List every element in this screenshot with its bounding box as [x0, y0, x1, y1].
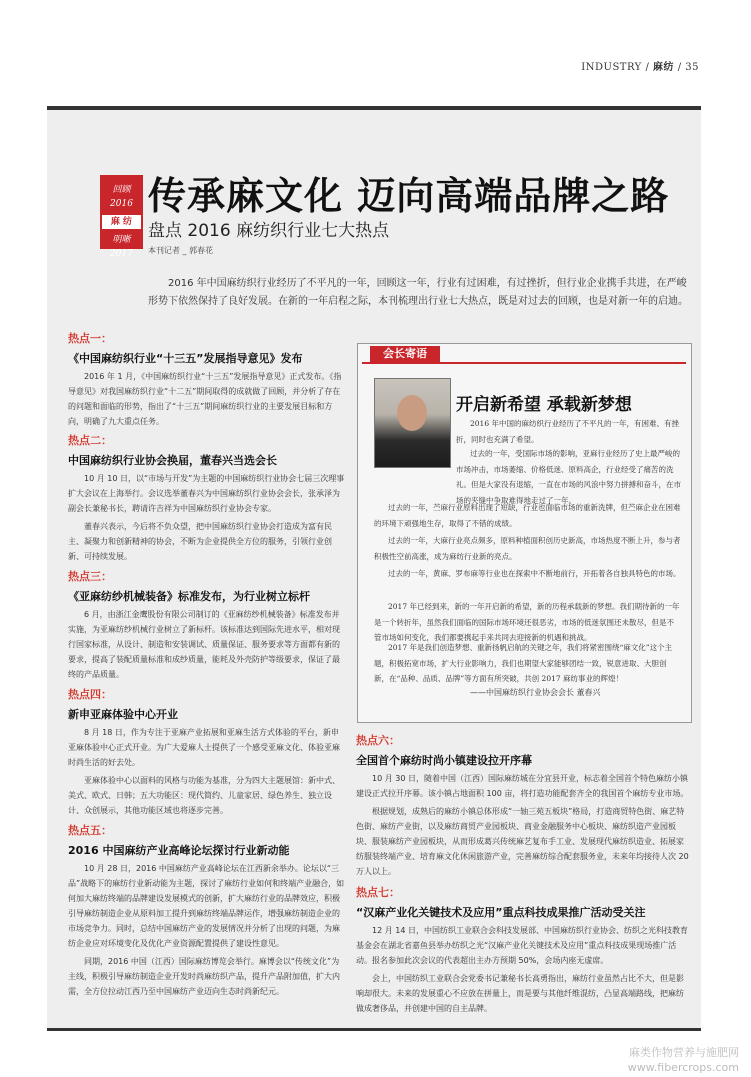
running-header: INDUSTRY / 麻纺 / 35 [581, 62, 699, 73]
hotspot-paragraph: 2016 年 1 月，《中国麻纺织行业“十三五”发展指导意见》正式发布。《指导意见》对我国麻纺织行业“十二五”期间取得的成就做了回顾，并分析了存在的问题和面临的形势，指出了“十三五”期间麻纺织行业的主要发展目标和方向，明确了九大重点任务。 [68, 372, 342, 426]
president-photo [374, 378, 451, 468]
hotspot-title: 新申亚麻体验中心开业 [68, 708, 178, 721]
hotspot-title: 《亚麻纺纱机械装备》标准发布，为行业树立标杆 [68, 590, 310, 603]
president-signature: ——中国麻纺织行业协会会长 董春兴 [470, 688, 601, 697]
hotspot-paragraph: 亚麻体验中心以面料的风格与功能为基准，分为四大主题展馆：新中式、美式、欧式、日韩；五大功能区：现代简约、儿童家居、绿色养生、独立设计、众创展示，其他功能区域也将逐步完善。 [68, 776, 340, 815]
watermark-url: www.fibercrops.com [627, 1061, 739, 1074]
hotspot-label: 热点六： [356, 734, 400, 747]
header-section: INDUSTRY [581, 62, 642, 73]
president-label: 会长寄语 [370, 346, 440, 362]
badge-bottom: 明晰2017 [110, 235, 133, 259]
hotspot-label: 热点一： [68, 332, 112, 345]
hotspot-title: “汉麻产业化关键技术及应用”重点科技成果推广活动受关注 [356, 906, 646, 919]
hotspot-paragraph: 董春兴表示，今后将不负众望，把中国麻纺织行业协会打造成为富有民主、凝聚力和创新精神的协会，不断为企业提供全方位的服务，引领行业创新、可持续发展。 [68, 522, 332, 561]
hotspot-label: 热点四： [68, 688, 112, 701]
hotspot-label: 热点七： [356, 886, 400, 899]
site-watermark [628, 1045, 739, 1075]
hotspot-1 [68, 330, 346, 429]
article-subtitle: 盘点 2016 麻纺织行业七大热点 [148, 221, 390, 241]
hotspot-paragraph: 12 月 14 日，中国纺织工业联合会科技发展部、中国麻纺织行业协会、纺织之光科技教育基金会在湖北省嘉鱼县举办纺织之光“汉麻产业化关键技术及应用”重点科技成果现场推广活动。报名参加此次会议的代表超出主办方预期 50%，会场内座无虚席。 [356, 926, 688, 965]
box-rule [362, 362, 686, 364]
page-number: 35 [685, 62, 699, 73]
hotspot-3 [68, 568, 346, 682]
hotspot-paragraph: 8 月 18 日，作为专注于亚麻产业拓展和亚麻生活方式体验的平台，新申亚麻体验中心正式开业。为广大爱麻人士提供了一个感受亚麻文化、体验亚麻时尚生活的好去处。 [68, 728, 340, 767]
hotspot-title: 中国麻纺织行业协会换届，董春兴当选会长 [68, 454, 277, 467]
hotspot-5 [68, 822, 346, 999]
hotspot-label: 热点二： [68, 434, 112, 447]
hotspot-4 [68, 686, 346, 818]
hotspot-title: 全国首个麻纺时尚小镇建设拉开序幕 [356, 754, 532, 767]
hotspot-paragraph: 6 月，由浙江金鹰股份有限公司制订的《亚麻纺纱机械装备》标准发布并实施，为亚麻纺纱机械行业树立了新标杆。该标准达到国际先进水平，相对现行国家标准，从设计、制造和安装调试、质量保证、服务要求等方面都有新的要求，提高了装配质量标准和成纱质量，能耗及外壳防护等级要求，保证了最终的产品质量。 [68, 610, 340, 679]
watermark-line: 麻类作物营养与施肥网 [629, 1046, 739, 1059]
intro-paragraph: 2016 年中国麻纺织行业经历了不平凡的一年，回顾这一年，行业有过困难，有过挫折，但行业企业携手共进，在严峻形势下依然保持了良好发展。在新的一年启程之际，本刊梳理出行业七大热点，既是对过去的回顾，也是对新一年的启迪。 [148, 278, 688, 307]
hotspot-paragraph: 会上，中国纺织工业联合会党委书记兼秘书长高勇指出，麻纺行业虽然占比不大，但是影响却很大。未来的发展重心不应放在拼量上，而是要与其他纤维混纺，凸显高端路线，把麻纺做成奢侈品，并创建中国的自主品牌。 [356, 974, 684, 1013]
byline: 本刊记者 _ 郭春花 [148, 246, 214, 255]
bottom-rule [47, 1028, 701, 1031]
year-badge [100, 175, 143, 259]
president-paragraph: 2017 年已经到来，新的一年开启新的希望，新的历程承载新的梦想。我们期待新的一年是一个转折年，虽然我们面临的国际市场环境还很恶劣，市场的低迷氛围还未散尽，但是不管市场如何变化，我们都要携起手来共同去迎接新的机遇和挑战。 [374, 602, 680, 642]
badge-top: 回顾2016 [110, 185, 133, 209]
hotspot-title: 2016 中国麻纺产业高峰论坛探讨行业新动能 [68, 844, 290, 857]
hotspot-paragraph: 根据规划，成熟后的麻纺小镇总体形成“一轴三苑五板块”格局，打造商贸特色街、麻艺特色街、麻纺产业街，以及麻纺商贸产业园板块、商业金融服务中心板块、麻纺织造产业园板块、服装麻纺产业园板块，从而形成葛兴传统麻艺复布手工业、发展现代麻纺织造业、拓展家纺服装终端产业、培育麻文化休闲旅游产业，完善麻纺综合配套服务业，未来年均接待人次 20 万人以上。 [356, 807, 689, 876]
hotspot-paragraph: 10 月 30 日，随着中国（江西）国际麻纺城在分宜县开业，标志着全国首个特色麻纺小镇建设正式拉开序幕。该小镇占地面积 100 亩，将打造功能配套齐全的我国首个麻纺专业市场。 [356, 774, 689, 798]
badge-middle: 麻 纺 [102, 215, 141, 229]
hotspot-2 [68, 432, 346, 564]
hotspot-label: 热点五： [68, 824, 112, 837]
president-paragraph: 过去的一年，受国际市场的影响，亚麻行业经历了史上最严峻的市场冲击，市场萎缩、价格低迷、原料高企，行业经受了痛苦的洗礼。但是大家没有退缩，一直在市场的风浪中努力拼搏和奋斗，在市场的夹缝中争取难得地走过了一年。 [456, 449, 681, 505]
header-category: 麻纺 [653, 62, 675, 73]
president-paragraph: 2017 年是我们创造梦想、重新扬帆启航的关键之年，我们将紧密围绕“麻文化”这个主题，积极拓宽市场，扩大行业影响力，我们也期望大家能够团结一致，锐意进取、大胆创新，在“品种、品质、品牌”等方面有所突破，共创 2017 麻纺事业的辉煌！ [374, 643, 673, 683]
hotspot-7 [356, 884, 690, 1016]
article-title: 传承麻文化 迈向高端品牌之路 [148, 173, 670, 218]
hotspot-paragraph: 10 月 10 日，以“市场与开发”为主题的中国麻纺织行业协会七届三次理事扩大会议在上海举行。会议选举董春兴为中国麻纺织行业协会会长，张承泽为副会长兼秘书长，聘请许吉祥为中国麻纺织行业协会专家。 [68, 474, 345, 513]
president-paragraph: 过去的一年，大麻行业亮点频多，原料种植面积创历史新高，市场热度不断上升，参与者积极性空前高涨，成为麻纺行业新的亮点。 [374, 536, 681, 561]
hotspot-title: 《中国麻纺织行业“十三五”发展指导意见》发布 [68, 352, 303, 365]
hotspot-paragraph: 10 月 28 日，2016 中国麻纺产业高峰论坛在江西新余举办。论坛以“三品”战略下的麻纺行业新动能为主题，探讨了麻纺行业如何和终端产业融合，如何加大麻纺终端的品牌建设发展模式的创新，扩大麻纺行业的品牌效应，积极引导麻纺制造企业从原料加工提升到麻纺终端品牌运作，增强麻纺制造企业的市场竞争力。同时，总结中国麻纺产业的发展情况并分析了出现的问题，为麻纺企业应对环境变化及优化产业资源配置提供了建设性意见。 [68, 864, 345, 948]
hotspot-paragraph: 同期，2016 中国（江西）国际麻纺博览会举行。麻博会以“传统文化”为主线，积极引导麻纺制造企业开发时尚麻纺织产品，提升产品附加值，扩大内需，全方位拉动江西乃至中国麻纺产业迈向生态时尚新纪元。 [68, 957, 340, 996]
president-paragraph: 2016 年中国的麻纺织行业经历了不平凡的一年，有困难、有挫折，同时也充满了希望。 [456, 419, 679, 444]
president-title: 开启新希望 承载新梦想 [456, 395, 632, 415]
hotspot-label: 热点三： [68, 570, 112, 583]
president-paragraph: 过去的一年，黄麻、罗布麻等行业也在探索中不断地前行，开拓着各自独具特色的市场。 [388, 569, 681, 578]
president-paragraph: 过去的一年，苎麻行业原料出现了短缺，行业也面临市场的重新洗牌，但苎麻企业在困难的环境下顽强地生存，取得了不错的成绩。 [374, 503, 681, 528]
hotspot-6 [356, 732, 690, 879]
